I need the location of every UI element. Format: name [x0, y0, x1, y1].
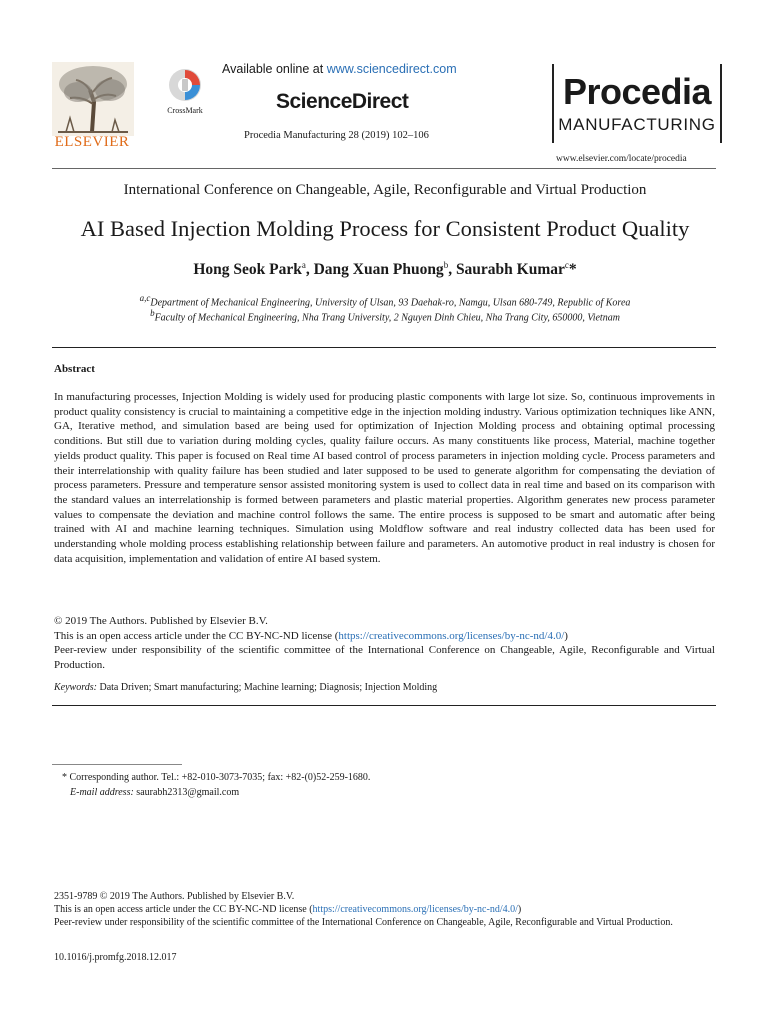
footer-license-link[interactable]: https://creativecommons.org/licenses/by-nc-nd/4.0/: [312, 904, 518, 915]
abstract-body: In manufacturing processes, Injection Molding is widely used for producing plastic components with large lot size. So, continuous improvements in product quality consistency is crucial to maintaining a competitive edge in the injection molding industry. Various optimization techniques like ANN, GA, Iterative method, and simulation based are being used for optimization of Injection Molding process and obtaining optimal processing conditions. But still due to variation during molding cycles, quality failure occurs. As many constituents like process, Material, machine together yields product quality. This paper is focused on Real time AI based control of process parameters in injection molding cycle. Process parameters and their interrelationship with quality failure has been studied and later supposed to be used to generate algorithm for compensating the deviation of process parameters. Pressure and temperature sensor assisted monitoring system is used to collect data in real time and based on its comparison with the standard values an interrelationship is formed between parameters and plastic material properties. Algorithm generates new process parameter values to compensate the deviation and machine control follows the same. The entire process is supposed to be smart and automatic after being trained with AI and machine learning techniques. Simulation using Moldflow software and real industry collected data has been used for understanding whole molding process establishing relationship between failure and parameters. An automotive product in real industry is chosen for data acquisition, implementation and validation of entire AI based system.: [54, 391, 715, 565]
paper-title: AI Based Injection Molding Process for Consistent Product Quality: [80, 216, 690, 241]
keywords-bottom-rule: [52, 705, 716, 706]
affiliation-text: Faculty of Mechanical Engineering, Nha Trang University, 2 Nguyen Dinh Chieu, Nha Trang City, 650000, Vietnam: [154, 312, 620, 324]
email-line: [70, 787, 239, 798]
abstract-heading: Abstract: [54, 363, 95, 375]
footer-doi[interactable]: 10.1016/j.promfg.2018.12.017: [54, 952, 177, 963]
peer-review-statement: Peer-review under responsibility of the scientific committee of the International Conference on Changeable, Agile, Reconfigurable and Virtual Production.: [54, 644, 715, 671]
author-affiliation-mark: c: [564, 260, 569, 270]
available-online-line: [222, 62, 457, 76]
crossmark-icon[interactable]: [168, 68, 202, 102]
license-prefix: This is an open access article under the CC BY-NC-ND license (: [54, 630, 339, 642]
author-affiliation-mark: b: [443, 260, 449, 270]
footer-license-prefix: This is an open access article under the CC BY-NC-ND license (: [54, 904, 313, 915]
keywords-label: Keywords:: [54, 682, 97, 693]
license-line: [54, 629, 715, 644]
keywords-line: [54, 682, 437, 693]
copyright-line: © 2019 The Authors. Published by Elsevier B.V.: [54, 615, 268, 627]
author-name: Hong Seok Park: [193, 261, 302, 279]
procedia-logo-title: Procedia: [562, 71, 712, 112]
license-suffix: ): [564, 630, 568, 642]
footer-peer-review: Peer-review under responsibility of the scientific committee of the International Conference on Changeable, Agile, Reconfigurable and Virtual Production.: [54, 917, 673, 928]
journal-url-link[interactable]: www.elsevier.com/locate/procedia: [556, 154, 687, 164]
author-separator: ,: [448, 261, 456, 279]
elsevier-wordmark: ELSEVIER: [54, 134, 130, 150]
abstract-top-rule: [52, 347, 716, 348]
footer-license-suffix: ): [517, 904, 522, 915]
conference-name: International Conference on Changeable, Agile, Reconfigurable and Virtual Production: [123, 182, 647, 198]
affiliation-a-c: [40, 293, 730, 308]
footer-license-line: [54, 903, 716, 916]
crossmark-label: CrossMark: [167, 106, 203, 115]
corresponding-author-note: * Corresponding author. Tel.: +82-010-3073-7035; fax: +82-(0)52-259-1680.: [62, 772, 371, 783]
sciencedirect-link[interactable]: www.sciencedirect.com: [326, 62, 457, 76]
email-label: E-mail address:: [70, 787, 134, 798]
affiliation-mark: a,c: [139, 293, 151, 303]
email-address[interactable]: saurabh2313@gmail.com: [133, 787, 240, 798]
header-divider: [52, 168, 716, 169]
author-name: Dang Xuan Phuong: [313, 261, 444, 279]
keywords-list: Data Driven; Smart manufacturing; Machine learning; Diagnosis; Injection Molding: [96, 682, 438, 693]
affiliation-b: [40, 308, 730, 323]
affiliation-text: Department of Mechanical Engineering, University of Ulsan, 93 Daehak-ro, Namgu, Ulsan 680-749, Republic of Korea: [150, 297, 631, 309]
sciencedirect-brand: ScienceDirect: [276, 90, 409, 113]
author-name: Saurabh Kumar: [455, 261, 565, 279]
author-list: [30, 260, 740, 279]
journal-reference: Procedia Manufacturing 28 (2019) 102–106: [244, 130, 429, 141]
procedia-logo-subtitle: MANUFACTURING: [558, 115, 716, 134]
affiliation-mark: b: [150, 308, 155, 318]
footnote-rule: [52, 764, 182, 765]
license-link[interactable]: https://creativecommons.org/licenses/by-nc-nd/4.0/: [338, 630, 565, 642]
author-affiliation-mark: a: [301, 260, 306, 270]
footer-issn: 2351-9789 © 2019 The Authors. Published by Elsevier B.V.: [54, 891, 295, 902]
corresponding-mark: *: [568, 261, 577, 279]
author-separator: ,: [305, 261, 314, 279]
available-prefix: Available online at: [222, 62, 327, 76]
